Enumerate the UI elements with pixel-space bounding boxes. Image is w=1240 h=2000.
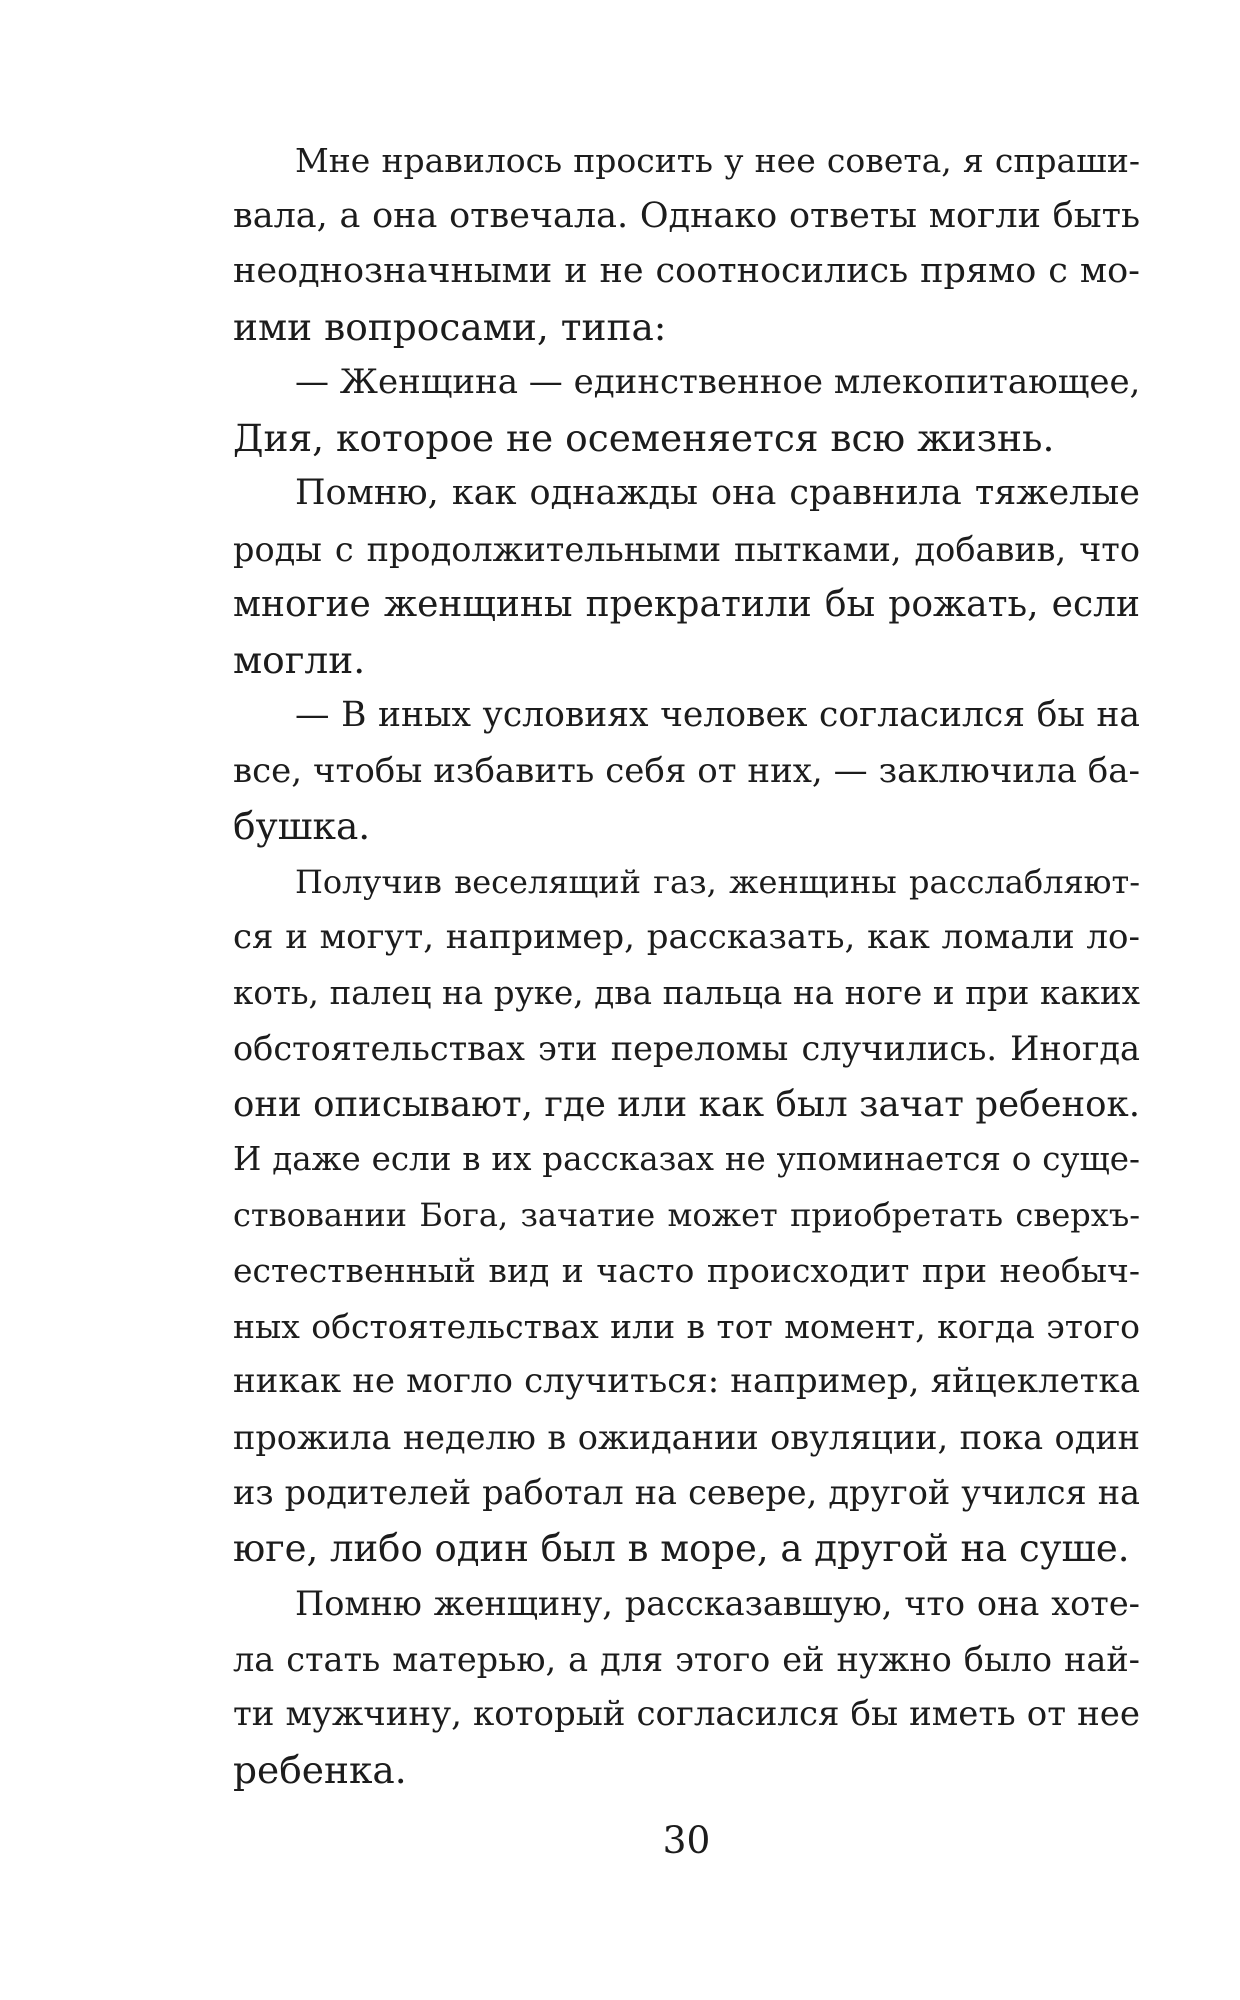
- text-line: коть, палец на руке, два пальца на ноге и при каких: [233, 973, 1140, 1012]
- text-line: все, чтобы избавить себя от них, — заключила ба-: [233, 750, 1140, 791]
- text-line: ти мужчину, который согласился бы иметь от нее: [233, 1694, 1140, 1734]
- text-line: естественный вид и часто происходит при необыч-: [233, 1251, 1140, 1290]
- text-line: ся и могут, например, рассказать, как ломали ло-: [233, 917, 1140, 957]
- text-line: юге, либо один был в море, а другой на суше.: [233, 1526, 1130, 1570]
- text-line: Мне нравилось просить у нее совета, я спраши-: [295, 141, 1140, 180]
- text-line: Дия, которое не осеменяется всю жизнь.: [233, 415, 1055, 460]
- text-line: многие женщины прекратили бы рожать, если: [233, 584, 1140, 625]
- page-number: 30: [662, 1818, 711, 1862]
- text-line: прожила неделю в ожидании овуляции, пока один: [233, 1417, 1140, 1457]
- text-line: обстоятельствах эти переломы случились. Иногда: [233, 1029, 1140, 1068]
- text-line: — В иных условиях человек согласился бы на: [295, 695, 1140, 735]
- body-text: [233, 133, 1140, 1798]
- text-line: ребенка.: [233, 1747, 407, 1792]
- text-line: роды с продолжительными пытками, добавив, что: [233, 529, 1140, 569]
- text-line: Помню, как однажды она сравнила тяжелые: [295, 473, 1140, 513]
- text-line: ими вопросами, типа:: [233, 304, 667, 349]
- text-line: ствовании Бога, зачатие может приобретать сверхъ-: [233, 1195, 1140, 1234]
- text-line: ла стать матерью, а для этого ей нужно было най-: [233, 1639, 1140, 1679]
- text-line: могли.: [233, 637, 366, 682]
- text-line: из родителей работал на севере, другой учился на: [233, 1473, 1140, 1512]
- text-line: — Женщина — единственное млекопитающее,: [295, 362, 1141, 402]
- text-line: Помню женщину, рассказавшую, что она хоте-: [295, 1584, 1140, 1623]
- text-line: ных обстоятельствах или в тот момент, когда этого: [233, 1306, 1140, 1346]
- text-line: неоднозначными и не соотносились прямо с мо-: [233, 251, 1140, 291]
- text-line: И даже если в их рассказах не упоминается о суще-: [233, 1140, 1140, 1178]
- text-line: никак не могло случиться: например, яйцеклетка: [233, 1361, 1140, 1401]
- text-line: вала, а она отвечала. Однако ответы могли быть: [233, 195, 1140, 236]
- text-line: Получив веселящий газ, женщины расслабляют-: [295, 862, 1140, 901]
- text-line: бушка.: [233, 804, 371, 848]
- text-line: они описывают, где или как был зачат ребенок.: [233, 1083, 1140, 1125]
